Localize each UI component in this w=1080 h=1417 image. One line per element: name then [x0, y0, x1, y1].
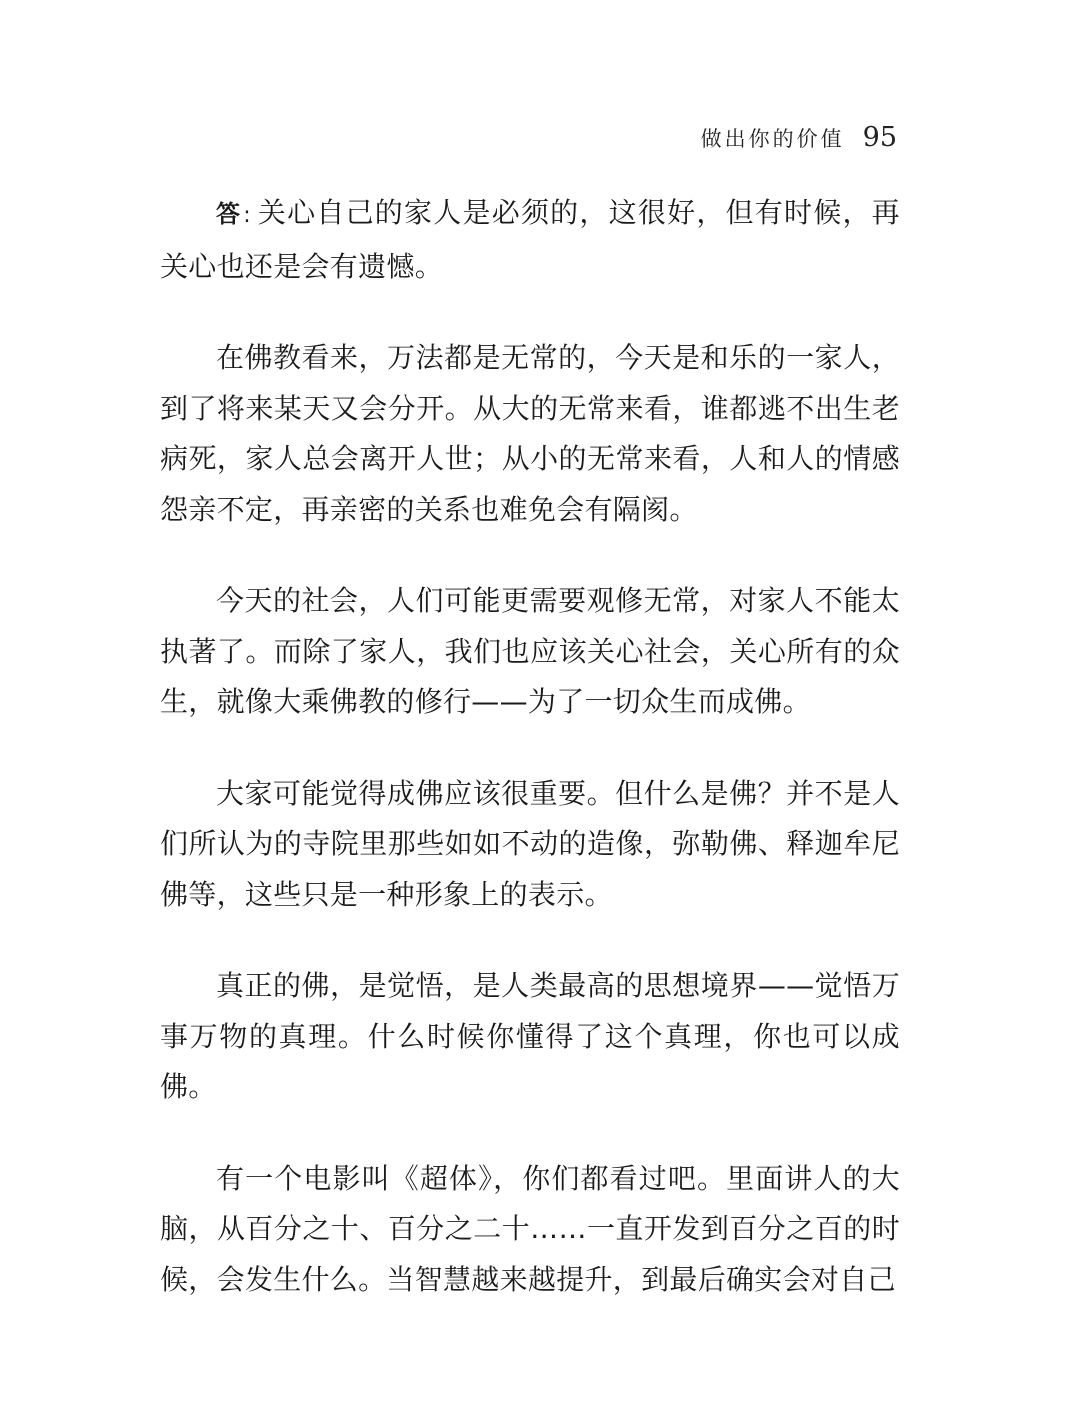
answer-marker: 答: [216, 200, 242, 228]
chapter-title: 做出你的价值: [700, 127, 845, 151]
running-header: [701, 122, 897, 153]
paragraph: 有一个电影叫《超体》，你们都看过吧。里面讲人的大脑，从百分之十、百分之二十……一直开发到百分之百的时候，会发生什么。当智慧越来越提升，到最后确实会对自己: [160, 1161, 900, 1296]
paragraph: 大家可能觉得成佛应该很重要。但什么是佛？并不是人们所认为的寺院里那些如如不动的造像，弥勒佛、释迦牟尼佛等，这些只是一种形象上的表示。: [160, 776, 900, 911]
paragraph: 在佛教看来，万法都是无常的，今天是和乐的一家人，到了将来某天又会分开。从大的无常来看，谁都逃不出生老病死，家人总会离开人世；从小的无常来看，人和人的情感怨亲不定，再亲密的关系也难免会有隔阂。: [160, 341, 900, 526]
answer-colon: :: [243, 203, 251, 228]
page-number: 95: [862, 122, 897, 153]
paragraph: 真正的佛，是觉悟，是人类最高的思想境界——觉悟万事万物的真理。什么时候你懂得了这个真理，你也可以成佛。: [160, 969, 900, 1103]
paragraph-text: 关心自己的家人是必须的，这很好，但有时候，再关心也还是会有遗憾。: [160, 196, 900, 283]
body-text: [160, 188, 900, 1305]
paragraph: 今天的社会，人们可能更需要观修无常，对家人不能太执著了。而除了家人，我们也应该关心社会，关心所有的众生，就像大乘佛教的修行——为了一切众生而成佛。: [160, 584, 900, 718]
paragraph-answer: [160, 188, 900, 292]
